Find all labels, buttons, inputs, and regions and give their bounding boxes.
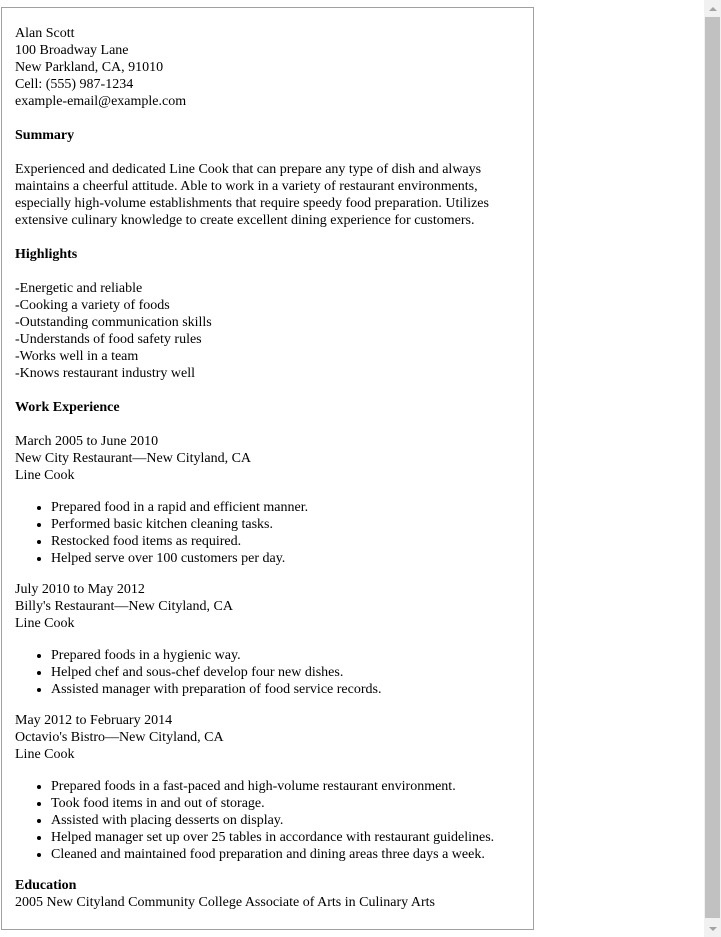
job-title: Line Cook xyxy=(15,616,75,631)
job-duties-list xyxy=(15,647,533,698)
highlight-item: -Energetic and reliable xyxy=(15,281,143,296)
contact-street: 100 Broadway Lane xyxy=(15,43,129,58)
job-duty: • Prepared food in a rapid and efficient manner. xyxy=(51,499,533,516)
job-dates: July 2010 to May 2012 xyxy=(15,582,145,597)
job-duty: • Helped chef and sous-chef develop four new dishes. xyxy=(51,664,533,681)
job-duty: • Performed basic kitchen cleaning tasks. xyxy=(51,516,533,533)
arrow-up-icon xyxy=(709,7,717,11)
job-duty: • Restocked food items as required. xyxy=(51,533,533,550)
job-duty: • Prepared foods in a fast-paced and high-volume restaurant environment. xyxy=(51,778,533,795)
highlights-heading: Highlights xyxy=(15,247,78,262)
education-entry: 2005 New Cityland Community College Associate of Arts in Culinary Arts xyxy=(15,895,435,910)
resume-document xyxy=(1,7,534,930)
job-dates: May 2012 to February 2014 xyxy=(15,713,173,728)
job-title: Line Cook xyxy=(15,468,75,483)
highlight-item: -Knows restaurant industry well xyxy=(15,366,196,381)
summary-line: especially high-volume establishments that require speedy food preparation. Utilizes xyxy=(15,196,489,211)
summary-line: extensive culinary knowledge to create excellent dining experience for customers. xyxy=(15,213,475,228)
job-employer: New City Restaurant—New Cityland, CA xyxy=(15,451,252,466)
scrollbar-thumb[interactable] xyxy=(705,17,720,918)
vertical-scrollbar[interactable] xyxy=(704,0,721,937)
job-duty: • Took food items in and out of storage. xyxy=(51,795,533,812)
job-dates: March 2005 to June 2010 xyxy=(15,434,159,449)
job-duty: • Cleaned and maintained food preparation and dining areas three days a week. xyxy=(51,846,533,863)
job-duty: • Helped manager set up over 25 tables in accordance with restaurant guidelines. xyxy=(51,829,533,846)
job-duties-list xyxy=(15,499,533,567)
job-duty: • Assisted with placing desserts on display. xyxy=(51,812,533,829)
contact-name: Alan Scott xyxy=(15,26,75,41)
arrow-down-icon xyxy=(709,927,717,931)
summary-line: maintains a cheerful attitude. Able to work in a variety of restaurant environments, xyxy=(15,179,478,194)
job-employer: Billy's Restaurant—New Cityland, CA xyxy=(15,599,233,614)
contact-city: New Parkland, CA, 91010 xyxy=(15,60,164,75)
job-employer: Octavio's Bistro—New Cityland, CA xyxy=(15,730,224,745)
highlight-item: -Cooking a variety of foods xyxy=(15,298,170,313)
highlight-item: -Understands of food safety rules xyxy=(15,332,202,347)
contact-email: example-email@example.com xyxy=(15,94,187,109)
contact-phone: Cell: (555) 987-1234 xyxy=(15,77,134,92)
highlight-item: -Works well in a team xyxy=(15,349,139,364)
job-duty: • Assisted manager with preparation of food service records. xyxy=(51,681,533,698)
job-duty: • Helped serve over 100 customers per day. xyxy=(51,550,533,567)
scroll-down-button[interactable] xyxy=(704,920,721,937)
education-heading: Education xyxy=(15,878,77,893)
job-title: Line Cook xyxy=(15,747,75,762)
experience-heading: Work Experience xyxy=(15,400,120,415)
summary-line: Experienced and dedicated Line Cook that can prepare any type of dish and always xyxy=(15,162,482,177)
job-duties-list xyxy=(15,778,533,863)
summary-heading: Summary xyxy=(15,128,75,143)
scroll-up-button[interactable] xyxy=(704,0,721,17)
job-duty: • Prepared foods in a hygienic way. xyxy=(51,647,533,664)
highlight-item: -Outstanding communication skills xyxy=(15,315,212,330)
